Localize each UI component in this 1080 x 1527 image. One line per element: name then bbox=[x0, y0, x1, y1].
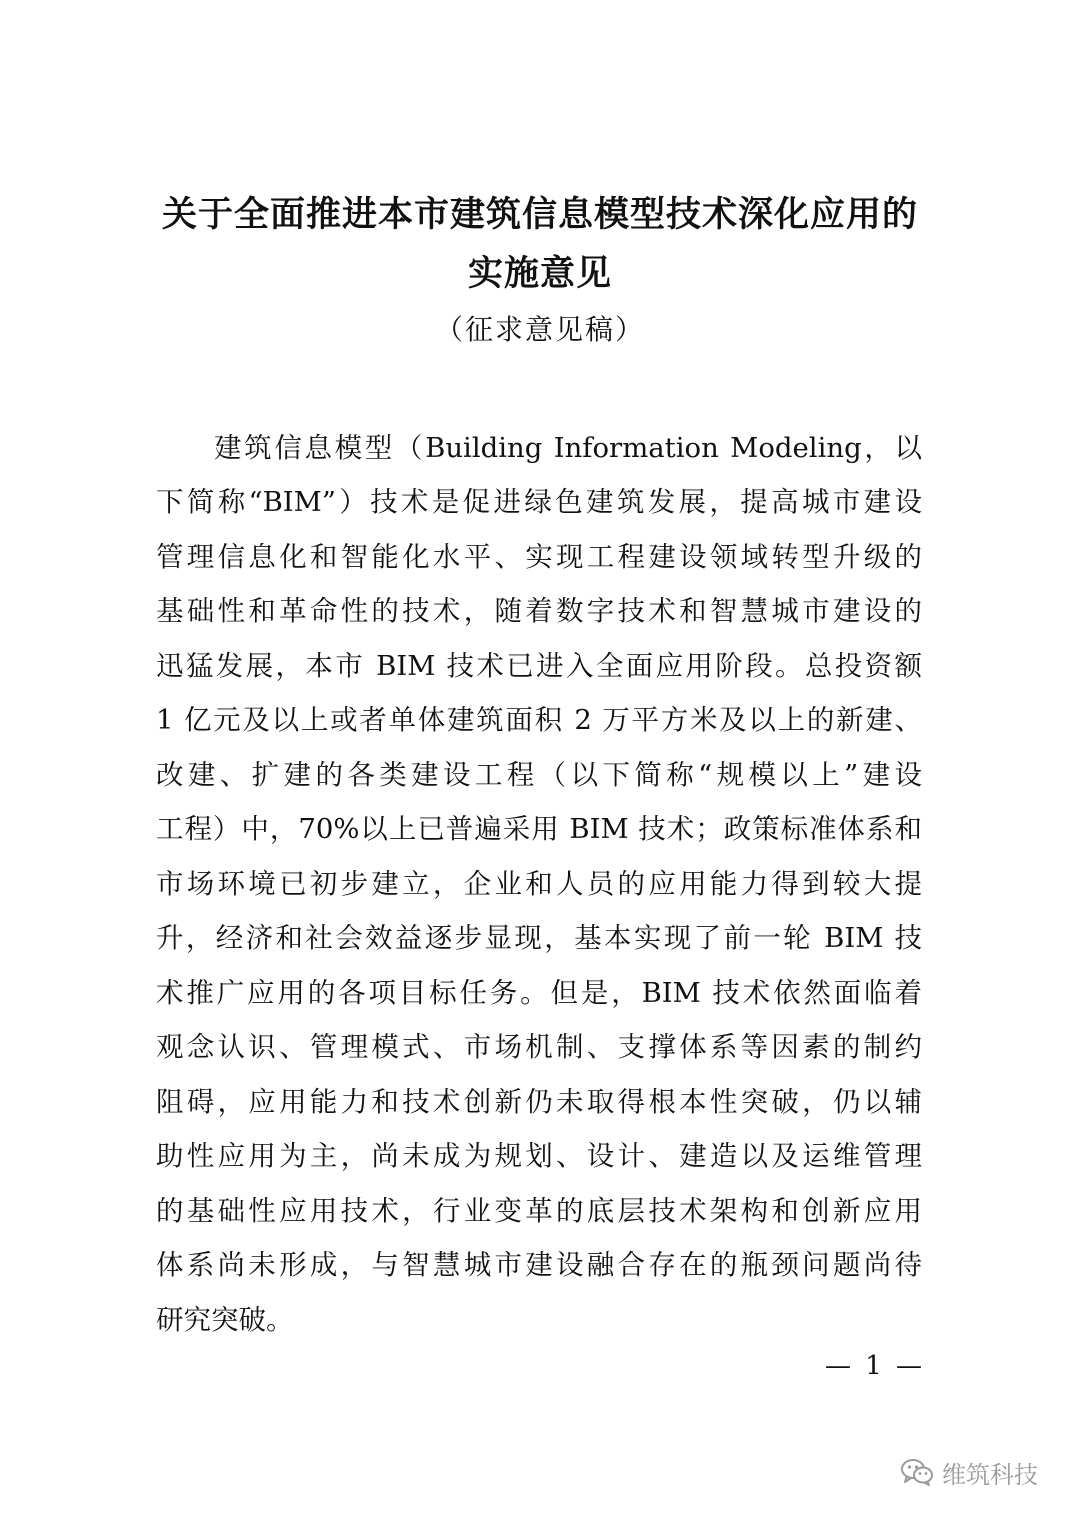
body-line: 升，经济和社会效益逐步显现，基本实现了前一轮 BIM 技 bbox=[156, 922, 922, 954]
body-line: 改建、扩建的各类建设工程（以下简称“规模以上”建设 bbox=[156, 759, 922, 791]
document-subtitle: （征求意见稿） bbox=[434, 313, 645, 346]
watermark-label: 维筑科技 bbox=[942, 1460, 1038, 1489]
watermark bbox=[900, 1452, 1038, 1492]
body-line: 下简称“BIM”）技术是促进绿色建筑发展，提高城市建设 bbox=[156, 486, 922, 518]
body-line: 的基础性应用技术，行业变革的底层技术架构和创新应用 bbox=[156, 1195, 922, 1227]
body-line: 阻碍，应用能力和技术创新仍未取得根本性突破，仍以辅 bbox=[156, 1086, 922, 1118]
body-line: 市场环境已初步建立，企业和人员的应用能力得到较大提 bbox=[156, 868, 922, 900]
body-line: 观念认识、管理模式、市场机制、支撑体系等因素的制约 bbox=[156, 1031, 922, 1063]
body-line: 1 亿元及以上或者单体建筑面积 2 万平方米及以上的新建、 bbox=[156, 704, 922, 736]
body-line: 术推广应用的各项目标任务。但是，BIM 技术依然面临着 bbox=[156, 977, 922, 1009]
body-line: 基础性和革命性的技术，随着数字技术和智慧城市建设的 bbox=[156, 595, 922, 627]
body-line: 迅猛发展，本市 BIM 技术已进入全面应用阶段。总投资额 bbox=[156, 650, 922, 682]
document-title-line-1: 关于全面推进本市建筑信息模型技术深化应用的 bbox=[161, 194, 918, 235]
document-title-line-2: 实施意见 bbox=[467, 253, 612, 294]
body-line: 助性应用为主，尚未成为规划、设计、建造以及运维管理 bbox=[156, 1140, 922, 1172]
body-line: 研究突破。 bbox=[156, 1304, 294, 1336]
page-number: — 1 — bbox=[824, 1351, 926, 1381]
body-line: 体系尚未形成，与智慧城市建设融合存在的瓶颈问题尚待 bbox=[156, 1249, 922, 1281]
wechat-icon bbox=[900, 1457, 934, 1487]
body-line: 建筑信息模型（Building Information Modeling，以 bbox=[214, 432, 922, 464]
body-line: 工程）中，70%以上已普遍采用 BIM 技术；政策标准体系和 bbox=[156, 813, 922, 845]
body-line: 管理信息化和智能化水平、实现工程建设领域转型升级的 bbox=[156, 541, 922, 573]
